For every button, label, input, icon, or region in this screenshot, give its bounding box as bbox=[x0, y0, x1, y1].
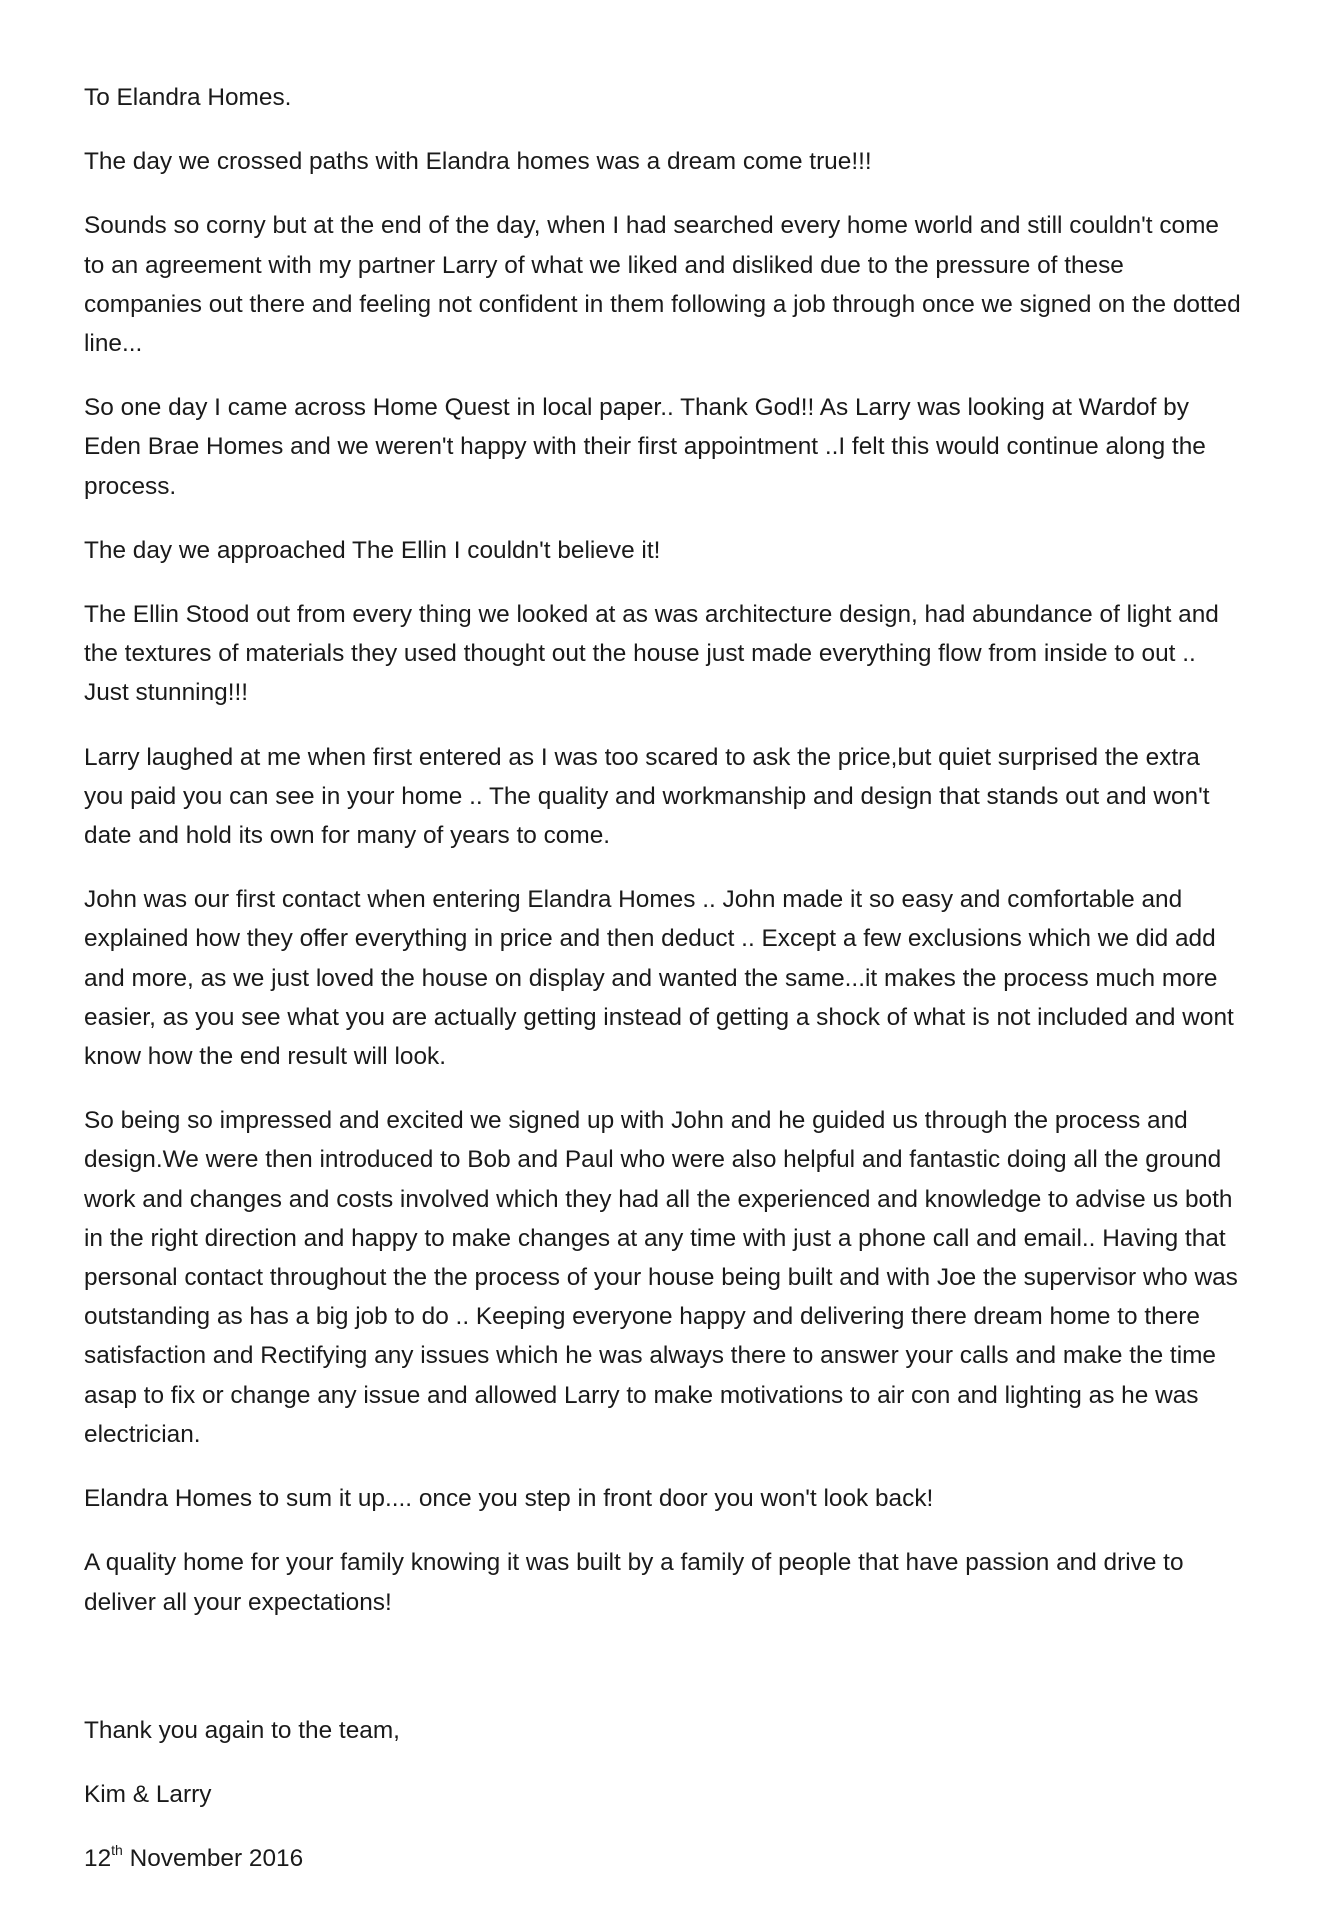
paragraph-6: Larry laughed at me when first entered as I was too scared to ask the price,but quiet surprised the extra you paid you can see in your home .. The quality and workmanship and design that stands out and won't date and hold its own for many of years to come. bbox=[84, 743, 1210, 850]
closing-spacer bbox=[84, 1647, 1244, 1711]
letter-date bbox=[84, 1839, 1244, 1878]
closing-line: Thank you again to the team, bbox=[84, 1716, 400, 1744]
salutation: To Elandra Homes. bbox=[84, 84, 292, 111]
paragraph-4: The day we approached The Ellin I couldn't believe it! bbox=[84, 536, 661, 564]
paragraph-7: John was our first contact when entering Elandra Homes .. John made it so easy and comfortable and explained how they offer everything in price and then deduct .. Except a few exclusions which we did add and more, as we just loved the house on display and wanted the same...it makes the process much more easier, as you see what you are actually getting instead of getting a shock of what is not included and wont know how the end result will look. bbox=[84, 886, 1234, 1071]
date-month-year: November 2016 bbox=[122, 1845, 304, 1873]
paragraph-10: A quality home for your family knowing it was built by a family of people that have passion and drive to deliver all your expectations! bbox=[84, 1549, 1184, 1616]
signature: Kim & Larry bbox=[84, 1780, 212, 1808]
paragraph-1: The day we crossed paths with Elandra homes was a dream come true!!! bbox=[84, 148, 872, 176]
paragraph-2: Sounds so corny but at the end of the day, when I had searched every home world and still couldn't come to an agreement with my partner Larry of what we liked and disliked due to the pressure of these companies out there and feeling not confident in them following a job through once we signed on the dotted line... bbox=[84, 212, 1241, 358]
paragraph-3: So one day I came across Home Quest in local paper.. Thank God!! As Larry was looking at Wardof by Eden Brae Homes and we weren't happy with their first appointment ..I felt this would continue along the process. bbox=[84, 394, 1206, 500]
date-suffix: th bbox=[111, 1841, 123, 1858]
date-day: 12 bbox=[84, 1845, 112, 1873]
paragraph-8: So being so impressed and excited we signed up with John and he guided us through the process and design.We were then introduced to Bob and Paul who were also helpful and fantastic doing all the ground work and changes and costs involved which they had all the experienced and knowledge to advise us both in the right direction and happy to make changes at any time with just a phone call and email.. Having that personal contact throughout the the process of your house being built and with Joe the supervisor who was outstanding as has a big job to do .. Keeping everyone happy and delivering there dream home to there satisfaction and Rectifying any issues which he was always there to answer your calls and make the time asap to fix or change any issue and allowed Larry to make motivations to air con and lighting as he was electrician. bbox=[84, 1107, 1238, 1448]
paragraph-5: The Ellin Stood out from every thing we looked at as was architecture design, had abundance of light and the textures of materials they used thought out the house just made everything flow from inside to out .. Just stunning!!! bbox=[84, 601, 1219, 707]
letter-body bbox=[84, 78, 1244, 1903]
paragraph-9: Elandra Homes to sum it up.... once you step in front door you won't look back! bbox=[84, 1485, 934, 1513]
